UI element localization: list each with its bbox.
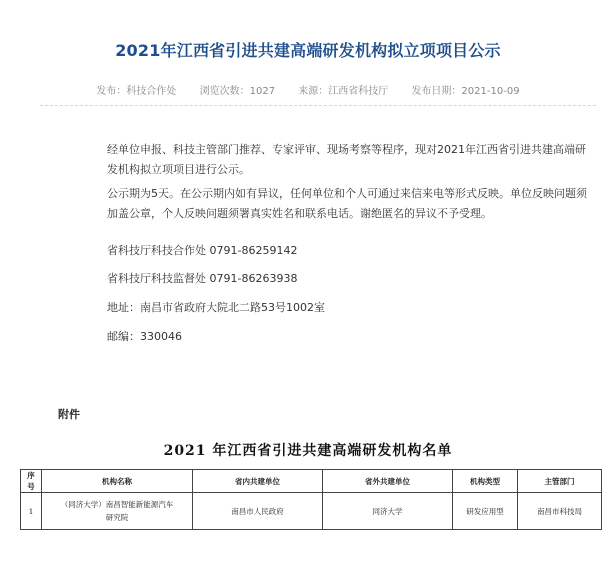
contact-supervision-dept: 省科技厅科技监督处 0791-86263938 <box>107 272 298 285</box>
cell-name-line: （同济大学）南昌智能新能源汽车 <box>60 500 174 509</box>
cell-name-line: 研究院 <box>105 513 129 522</box>
paragraph-line: 发机构拟立项项目进行公示。 <box>107 163 250 176</box>
table-header-row <box>21 470 602 493</box>
meta-publisher: 发布：科技合作处 <box>96 86 177 97</box>
attachment-label: 附件 <box>58 408 80 421</box>
contact-cooperation-dept: 省科技厅科技合作处 0791-86259142 <box>107 244 298 257</box>
col-header-name: 机构名称 <box>42 470 193 493</box>
paragraph-line: 公示期为5天。在公示期内如有异议，任何单位和个人可通过来信来电等形式反映。单位反映问题须 <box>107 187 587 200</box>
org-list-table <box>20 469 602 530</box>
paragraph-line: 加盖公章，个人反映问题须署真实姓名和联系电话。谢绝匿名的异议不予受理。 <box>107 207 492 220</box>
contact-postcode: 邮编：330046 <box>107 330 182 343</box>
meta-views: 浏览次数：1027 <box>199 86 276 97</box>
table-row <box>21 493 602 530</box>
cell-authority: 南昌市科技局 <box>518 493 602 530</box>
table-title: 2021 年江西省引进共建高端研发机构名单 <box>163 443 453 459</box>
paragraph-line: 经单位申报、科技主管部门推荐、专家评审、现场考察等程序，现对2021年江西省引进共建高端研 <box>107 143 586 156</box>
meta-source: 来源：江西省科技厅 <box>298 86 389 97</box>
col-header-external-partner: 省外共建单位 <box>323 470 453 493</box>
col-header-authority: 主管部门 <box>518 470 602 493</box>
cell-type: 研发应用型 <box>453 493 518 530</box>
meta-divider <box>40 105 596 106</box>
cell-external-partner: 同济大学 <box>323 493 453 530</box>
col-header-type: 机构类型 <box>453 470 518 493</box>
cell-name <box>42 493 193 530</box>
cell-domestic-partner: 南昌市人民政府 <box>193 493 323 530</box>
cell-no: 1 <box>21 493 42 530</box>
article-meta <box>0 82 616 97</box>
contact-address: 地址：南昌市省政府大院北二路53号1002室 <box>107 301 325 314</box>
article-title: 2021年江西省引进共建高端研发机构拟立项项目公示 <box>115 41 501 60</box>
col-header-domestic-partner: 省内共建单位 <box>193 470 323 493</box>
meta-date: 发布日期：2021-10-09 <box>411 86 520 97</box>
paragraph-notice-period <box>107 184 597 224</box>
paragraph-intro <box>107 140 597 180</box>
col-header-no: 序号 <box>21 470 42 493</box>
